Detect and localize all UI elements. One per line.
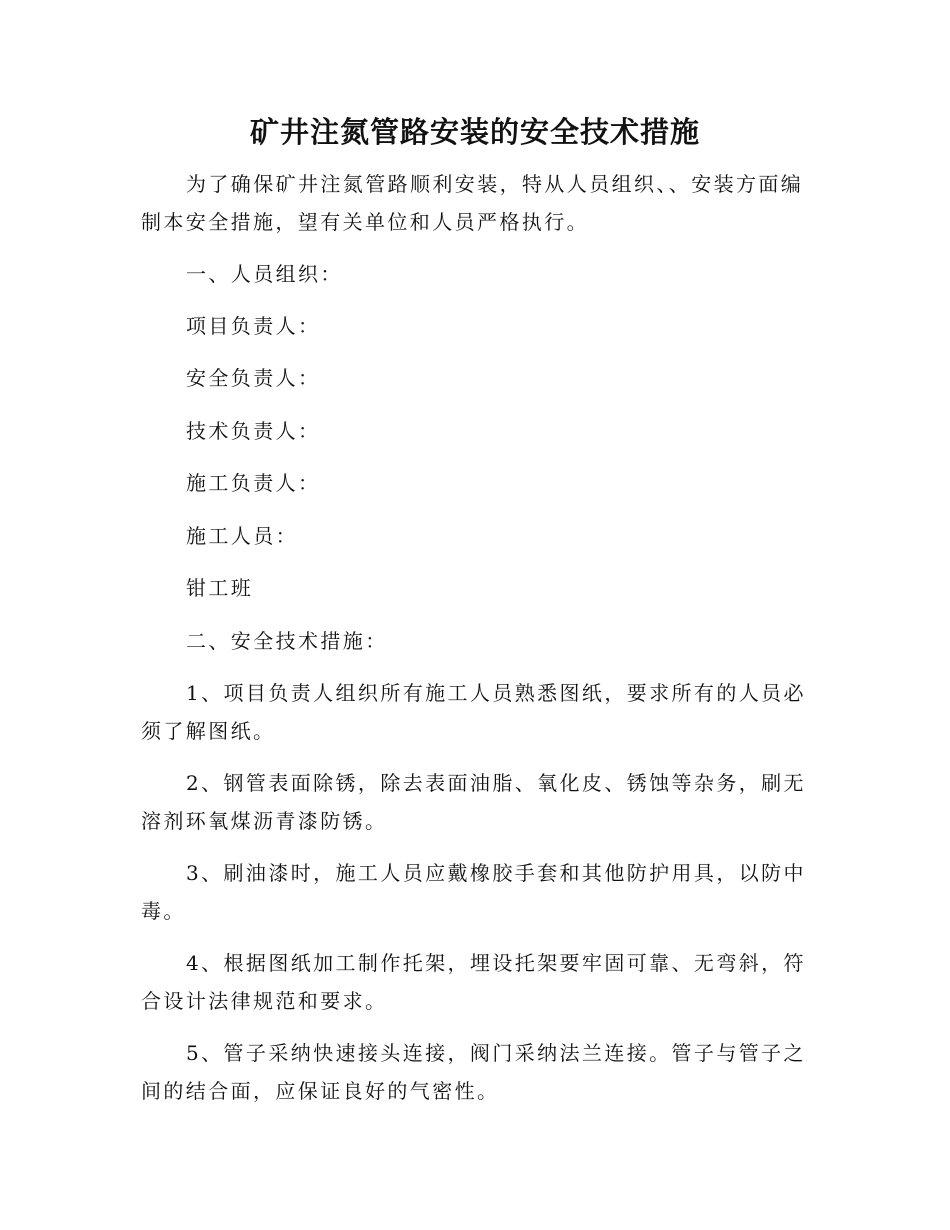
intro-paragraph: 为了确保矿井注氮管路顺利安装，特从人员组织、、安装方面编制本安全措施，望有关单位和人员严格执行。	[141, 172, 804, 234]
measure-item-4: 4、根据图纸加工制作托架，埋设托架要牢固可靠、无弯斜，符合设计法律规范和要求。	[141, 951, 806, 1013]
section-heading-personnel: 一、人员组织：	[186, 262, 343, 286]
personnel-item-project-lead: 项目负责人：	[186, 314, 321, 338]
personnel-item-fitter-team: 钳工班	[186, 576, 254, 600]
personnel-item-workers: 施工人员：	[186, 524, 298, 548]
document-title: 矿井注氮管路安装的安全技术措施	[249, 115, 700, 149]
personnel-item-safety-lead: 安全负责人：	[186, 366, 321, 390]
personnel-item-construction-lead: 施工负责人：	[186, 471, 321, 495]
measure-item-5: 5、管子采纳快速接头连接，阀门采纳法兰连接。管子与管子之间的结合面，应保证良好的气密性。	[141, 1041, 806, 1103]
personnel-item-technical-lead: 技术负责人：	[186, 419, 321, 443]
measure-item-1: 1、项目负责人组织所有施工人员熟悉图纸，要求所有的人员必须了解图纸。	[141, 681, 806, 743]
measure-item-2: 2、钢管表面除锈，除去表面油脂、氧化皮、锈蚀等杂务，刷无溶剂环氧煤沥青漆防锈。	[141, 771, 806, 833]
measure-item-3: 3、刷油漆时，施工人员应戴橡胶手套和其他防护用具，以防中毒。	[141, 861, 806, 923]
section-heading-safety-measures: 二、安全技术措施：	[186, 629, 388, 653]
